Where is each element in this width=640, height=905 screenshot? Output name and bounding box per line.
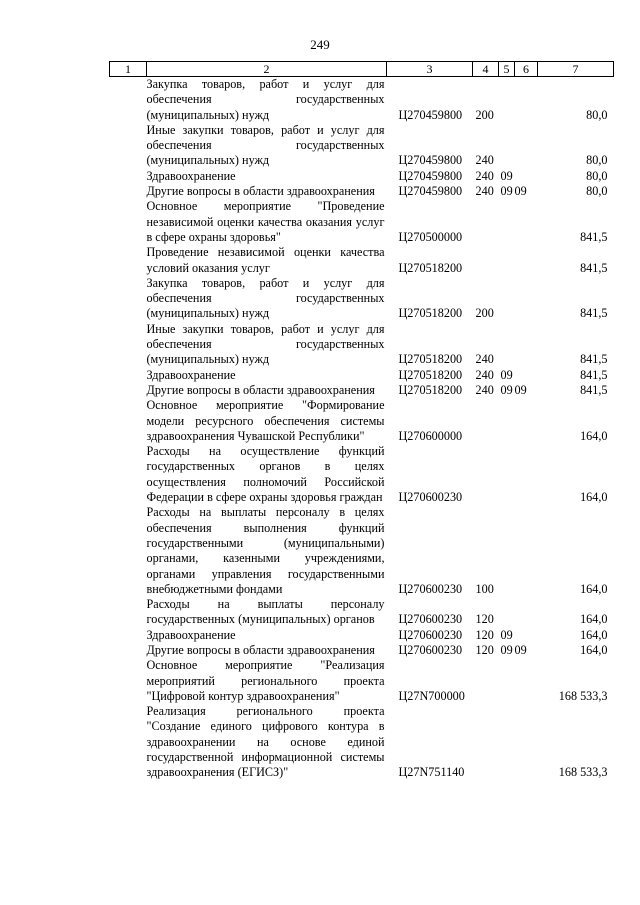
cell-subsection [515,597,538,628]
cell-target-code: Ц270600230 [398,642,463,657]
cell-empty [110,704,147,780]
cell-name: Закупка товаров, работ и услуг для обеспечения государственных (муниципальных) нужд [146,275,385,321]
cell-name: Иные закупки товаров, работ и услуг для обеспечения государственных (муниципальных) нужд [146,122,385,168]
cell-name: Другие вопросы в области здравоохранения [146,642,375,657]
cell-section [499,658,515,704]
table-row [110,276,614,322]
cell-amount: 841,5 [580,352,608,367]
cell-subsection [515,658,538,704]
cell-section [499,77,515,123]
cell-expense-type: 240 [475,352,494,367]
cell-subsection [515,199,538,245]
cell-expense-type: 240 [475,367,494,382]
cell-section [499,505,515,597]
cell-amount: 164,0 [580,490,608,505]
cell-expense-type [473,398,499,444]
cell-expense-type: 200 [475,306,494,321]
table-row [110,658,614,704]
cell-empty [110,597,147,628]
table-row [110,398,614,444]
cell-section: 09 [500,382,513,397]
cell-name: Здравоохранение [146,627,236,642]
cell-subsection [515,322,538,368]
column-header-4: 4 [473,62,499,77]
cell-name: Другие вопросы в области здравоохранения [146,184,375,199]
cell-empty [110,505,147,597]
table-row [110,199,614,245]
table-row [110,704,614,780]
cell-empty [110,628,147,643]
cell-target-code: Ц270600230 [398,581,463,596]
cell-section: 09 [500,184,513,199]
cell-amount: 164,0 [580,627,608,642]
cell-name: Здравоохранение [146,168,236,183]
cell-section [499,322,515,368]
cell-empty [110,444,147,505]
cell-section [499,276,515,322]
cell-expense-type [473,245,499,276]
cell-subsection [515,169,538,184]
cell-name: Основное мероприятие "Формирование модели ресурсного обеспечения системы здравоохранения Чувашской Республики" [146,398,385,443]
cell-section [499,123,515,169]
cell-subsection [515,123,538,169]
cell-section [499,444,515,505]
cell-subsection [515,444,538,505]
cell-empty [110,199,147,245]
column-header-7: 7 [538,62,614,77]
cell-name: Другие вопросы в области здравоохранения [146,382,375,397]
cell-name: Расходы на выплаты персоналу в целях обеспечения выполнения функций государственными (муниципальными) органами, казенными учреждениями, органами управления государственными внебюджетными фондами [146,505,385,596]
cell-expense-type: 240 [475,168,494,183]
cell-subsection: 09 [514,642,527,657]
cell-empty [110,276,147,322]
table-row [110,643,614,658]
cell-target-code: Ц270600230 [398,612,463,627]
cell-target-code: Ц27N700000 [398,688,465,703]
cell-expense-type: 120 [475,612,494,627]
cell-target-code: Ц270518200 [398,367,463,382]
cell-target-code: Ц27N751140 [398,765,465,780]
cell-section [499,199,515,245]
cell-name: Расходы на осуществление функций государственных органов в целях осуществления полномочий Российской Федерации в сфере охраны здоровья граждан [146,444,385,505]
cell-section [499,704,515,780]
cell-name: Основное мероприятие "Реализация мероприятий регионального проекта "Цифровой контур здравоохранения" [146,658,385,703]
table-row [110,77,614,123]
table-row [110,184,614,199]
cell-subsection [515,505,538,597]
cell-subsection: 09 [514,184,527,199]
cell-section [499,597,515,628]
cell-subsection: 09 [514,382,527,397]
cell-amount: 164,0 [580,428,608,443]
cell-empty [110,368,147,383]
cell-target-code: Ц270600230 [398,627,463,642]
cell-name: Проведение независимой оценки качества условий оказания услуг [146,245,385,275]
table-row [110,597,614,628]
cell-name: Основное мероприятие "Проведение независимой оценки качества оказания услуг в сфере охраны здоровья" [146,199,385,244]
cell-amount: 841,5 [580,382,608,397]
cell-expense-type [473,658,499,704]
cell-expense-type: 120 [475,627,494,642]
cell-empty [110,398,147,444]
cell-amount: 80,0 [586,168,608,183]
column-header-1: 1 [110,62,147,77]
table-row [110,169,614,184]
cell-expense-type: 200 [475,107,494,122]
cell-target-code: Ц270518200 [398,306,463,321]
cell-section [499,245,515,276]
table-body [110,77,614,781]
cell-amount: 80,0 [586,107,608,122]
cell-section: 09 [500,367,513,382]
cell-section: 09 [500,168,513,183]
cell-empty [110,123,147,169]
cell-target-code: Ц270459800 [398,184,463,199]
cell-name: Здравоохранение [146,367,236,382]
table-row [110,245,614,276]
cell-target-code: Ц270600000 [398,428,463,443]
cell-subsection [515,628,538,643]
cell-empty [110,643,147,658]
column-header-3: 3 [387,62,473,77]
table-row [110,123,614,169]
page-number: 249 [310,37,330,52]
cell-section: 09 [500,627,513,642]
cell-expense-type: 100 [475,581,494,596]
cell-target-code: Ц270518200 [398,260,463,275]
cell-name: Реализация регионального проекта "Создание единого цифрового контура в здравоохранении на основе единой государственной информационной системы здравоохранения (ЕГИСЗ)" [146,704,385,780]
cell-amount: 841,5 [580,367,608,382]
table-row [110,383,614,398]
cell-target-code: Ц270459800 [398,107,463,122]
cell-section [499,398,515,444]
cell-target-code: Ц270518200 [398,352,463,367]
cell-subsection [515,77,538,123]
column-header-6: 6 [515,62,538,77]
cell-empty [110,322,147,368]
budget-table [109,61,614,781]
header-row [110,62,614,77]
cell-expense-type: 240 [475,153,494,168]
column-header-5: 5 [499,62,515,77]
cell-empty [110,77,147,123]
cell-expense-type [473,444,499,505]
cell-expense-type [473,704,499,780]
cell-empty [110,184,147,199]
cell-empty [110,245,147,276]
cell-empty [110,658,147,704]
cell-subsection [515,398,538,444]
cell-subsection [515,276,538,322]
cell-amount: 164,0 [580,581,608,596]
cell-amount: 841,5 [580,260,608,275]
table-row [110,368,614,383]
cell-subsection [515,368,538,383]
table-row [110,505,614,597]
cell-subsection [515,704,538,780]
cell-name: Расходы на выплаты персоналу государственных (муниципальных) органов [146,597,385,627]
cell-target-code: Ц270459800 [398,153,463,168]
table-row [110,628,614,643]
cell-subsection [515,245,538,276]
cell-section: 09 [500,642,513,657]
cell-amount: 80,0 [586,153,608,168]
cell-amount: 168 533,3 [558,688,608,703]
cell-empty [110,169,147,184]
cell-amount: 80,0 [586,184,608,199]
cell-expense-type: 240 [475,382,494,397]
cell-expense-type: 240 [475,184,494,199]
cell-target-code: Ц270600230 [398,490,463,505]
table-row [110,322,614,368]
cell-target-code: Ц270459800 [398,168,463,183]
cell-amount: 164,0 [580,642,608,657]
cell-empty [110,383,147,398]
table-row [110,444,614,505]
cell-target-code: Ц270500000 [398,229,463,244]
cell-amount: 168 533,3 [558,765,608,780]
cell-name: Закупка товаров, работ и услуг для обеспечения государственных (муниципальных) нужд [146,77,385,122]
cell-target-code: Ц270518200 [398,382,463,397]
cell-amount: 841,5 [580,306,608,321]
cell-amount: 164,0 [580,612,608,627]
cell-name: Иные закупки товаров, работ и услуг для обеспечения государственных (муниципальных) нужд [146,321,385,367]
cell-amount: 841,5 [580,229,608,244]
column-header-2: 2 [147,62,387,77]
cell-expense-type [473,199,499,245]
cell-expense-type: 120 [475,642,494,657]
